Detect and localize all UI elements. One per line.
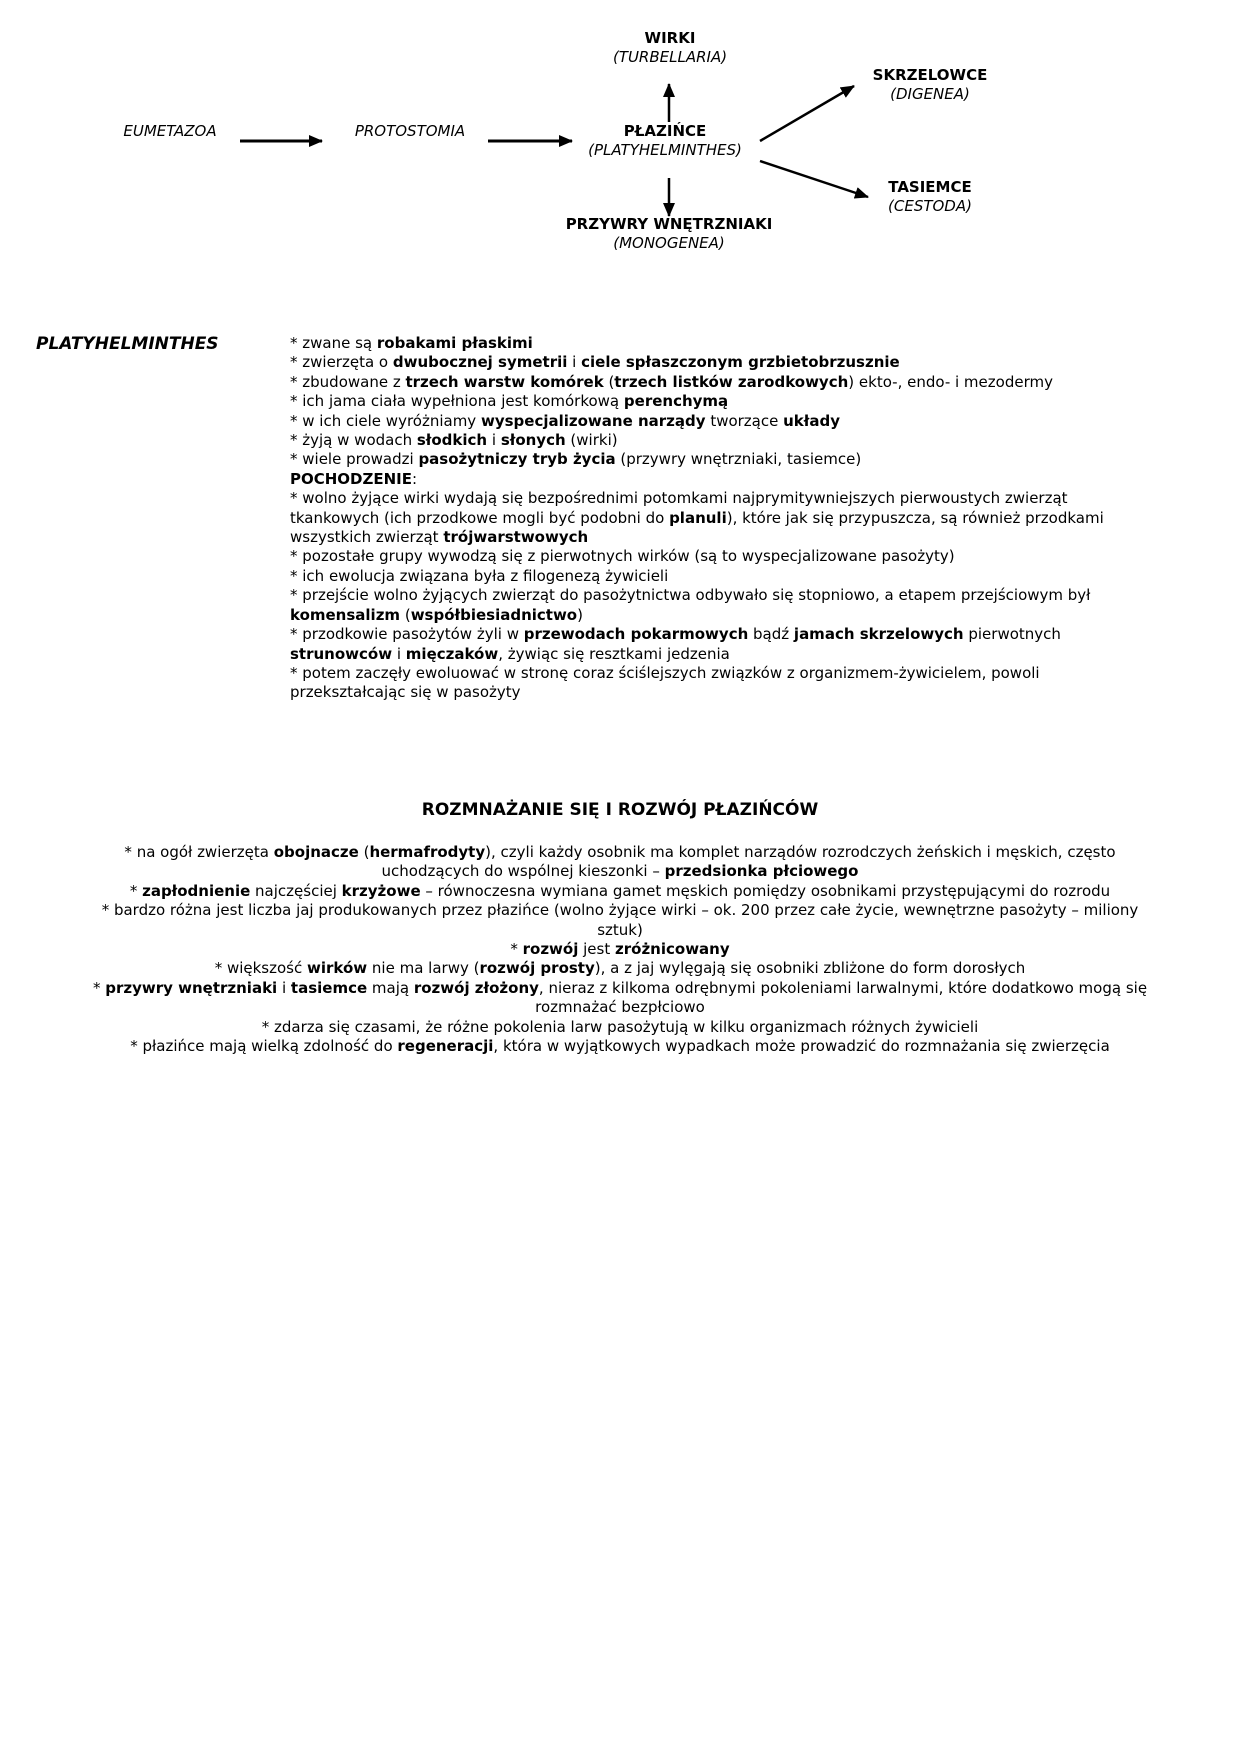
- text-line: komensalizm (współbiesiadnictwo): [290, 605, 583, 624]
- node-skrzelowce: [845, 66, 1015, 104]
- node-wirki: [570, 29, 770, 67]
- text-line: rozmnażać bezpłciowo: [535, 998, 705, 1017]
- node-name: PRZYWRY WNĘTRZNIAKI: [565, 215, 773, 233]
- text-line: sztuk): [597, 920, 643, 939]
- node-protostomia: [340, 122, 480, 141]
- node-plazince: [560, 122, 770, 160]
- node-eumetazoa: [100, 122, 240, 141]
- node-latin: (PLATYHELMINTHES): [588, 141, 742, 159]
- text-line: * zwane są robakami płaskimi: [290, 334, 533, 352]
- text-line: * ich ewolucja związana była z filogenezą żywicieli: [290, 566, 669, 585]
- text-line: POCHODZENIE:: [290, 469, 418, 488]
- text-line: * większość wirków nie ma larwy (rozwój prosty), a z jaj wylęgają się osobniki zbliżone do form dorosłych: [214, 959, 1026, 978]
- text-line: * na ogół zwierzęta obojnacze (hermafrodyty), czyli każdy osobnik ma komplet narządów rozrodczych żeńskich i męskich, często: [124, 843, 1116, 861]
- text-line: * płazińce mają wielką zdolność do regeneracji, która w wyjątkowych wypadkach może prowadzić do rozmnażania się zwierzęcia: [130, 1037, 1110, 1056]
- text-line: * zdarza się czasami, że różne pokolenia larw pasożytują w kilku organizmach różnych żywicieli: [261, 1017, 979, 1036]
- text-line: * rozwój jest zróżnicowany: [510, 940, 730, 959]
- arrow-plazince-tasiemce: [760, 161, 868, 197]
- section-title-reproduction: ROZMNAŻANIE SIĘ I ROZWÓJ PŁAZIŃCÓW: [421, 800, 819, 820]
- text-line: * bardzo różna jest liczba jaj produkowanych przez płazińce (wolno żyjące wirki – ok. 200 przez całe życie, wewnętrzne pasożyty – miliony: [101, 901, 1139, 920]
- text-line: * przodkowie pasożytów żyli w przewodach pokarmowych bądź jamach skrzelowych pierwotnych: [290, 625, 1061, 644]
- text-line: * wiele prowadzi pasożytniczy tryb życia (przywry wnętrzniaki, tasiemce): [290, 450, 862, 469]
- node-latin: (MONOGENEA): [613, 234, 725, 252]
- node-latin: (DIGENEA): [890, 85, 970, 103]
- text-line: * zbudowane z trzech warstw komórek (trzech listków zarodkowych) ekto-, endo- i mezodermy: [290, 372, 1053, 391]
- node-name: WIRKI: [644, 29, 696, 47]
- node-latin: PROTOSTOMIA: [354, 122, 466, 140]
- text-line: * zwierzęta o dwubocznej symetrii i ciele spłaszczonym grzbietobrzusznie: [290, 353, 900, 372]
- text-line: * w ich ciele wyróżniamy wyspecjalizowane narządy tworzące układy: [290, 411, 840, 430]
- node-tasiemce: [860, 178, 1000, 216]
- text-line: * pozostałe grupy wywodzą się z pierwotnych wirków (są to wyspecjalizowane pasożyty): [290, 547, 955, 566]
- platyhelminthes-description: [290, 334, 1210, 703]
- text-line: * potem zaczęły ewoluować w stronę coraz ściślejszych związków z organizmem-żywicielem, powoli: [290, 663, 1040, 682]
- text-line: * żyją w wodach słodkich i słonych (wirki): [290, 431, 618, 450]
- reproduction-description: [30, 843, 1210, 1056]
- text-line: * przywry wnętrzniaki i tasiemce mają rozwój złożony, nieraz z kilkoma odrębnymi pokoleniami larwalnymi, które dodatkowo mogą się: [92, 978, 1148, 997]
- text-line: * ich jama ciała wypełniona jest komórkową perenchymą: [290, 392, 729, 411]
- node-latin: EUMETAZOA: [123, 122, 217, 140]
- text-line: przekształcając się w pasożyty: [290, 683, 521, 702]
- node-name: SKRZELOWCE: [872, 66, 988, 84]
- text-line: wszystkich zwierząt trójwarstwowych: [290, 528, 589, 547]
- text-line: strunowców i mięczaków, żywiąc się resztkami jedzenia: [290, 644, 730, 663]
- node-latin: (TURBELLARIA): [612, 48, 728, 66]
- text-line: uchodzących do wspólnej kieszonki – przedsionka płciowego: [381, 862, 859, 881]
- node-name: TASIEMCE: [888, 178, 972, 196]
- node-latin: (CESTODA): [888, 197, 972, 215]
- text-line: * zapłodnienie najczęściej krzyżowe – równoczesna wymiana gamet męskich pomiędzy osobnikami przystępującymi do rozrodu: [129, 881, 1111, 900]
- node-name: PŁAZIŃCE: [623, 122, 707, 140]
- arrow-plazince-skrzelowce: [760, 86, 854, 141]
- text-line: * wolno żyjące wirki wydają się bezpośrednimi potomkami najprymitywniejszych pierwoustych zwierząt: [290, 489, 1068, 508]
- node-przywry: [540, 215, 798, 253]
- text-line: * przejście wolno żyjących zwierząt do pasożytnictwa odbywało się stopniowo, a etapem przejściowym był: [290, 586, 1091, 605]
- section-title-platyhelminthes: PLATYHELMINTHES: [36, 334, 219, 354]
- text-line: tkankowych (ich przodkowe mogli być podobni do planuli), które jak się przypuszcza, są również przodkami: [290, 508, 1104, 527]
